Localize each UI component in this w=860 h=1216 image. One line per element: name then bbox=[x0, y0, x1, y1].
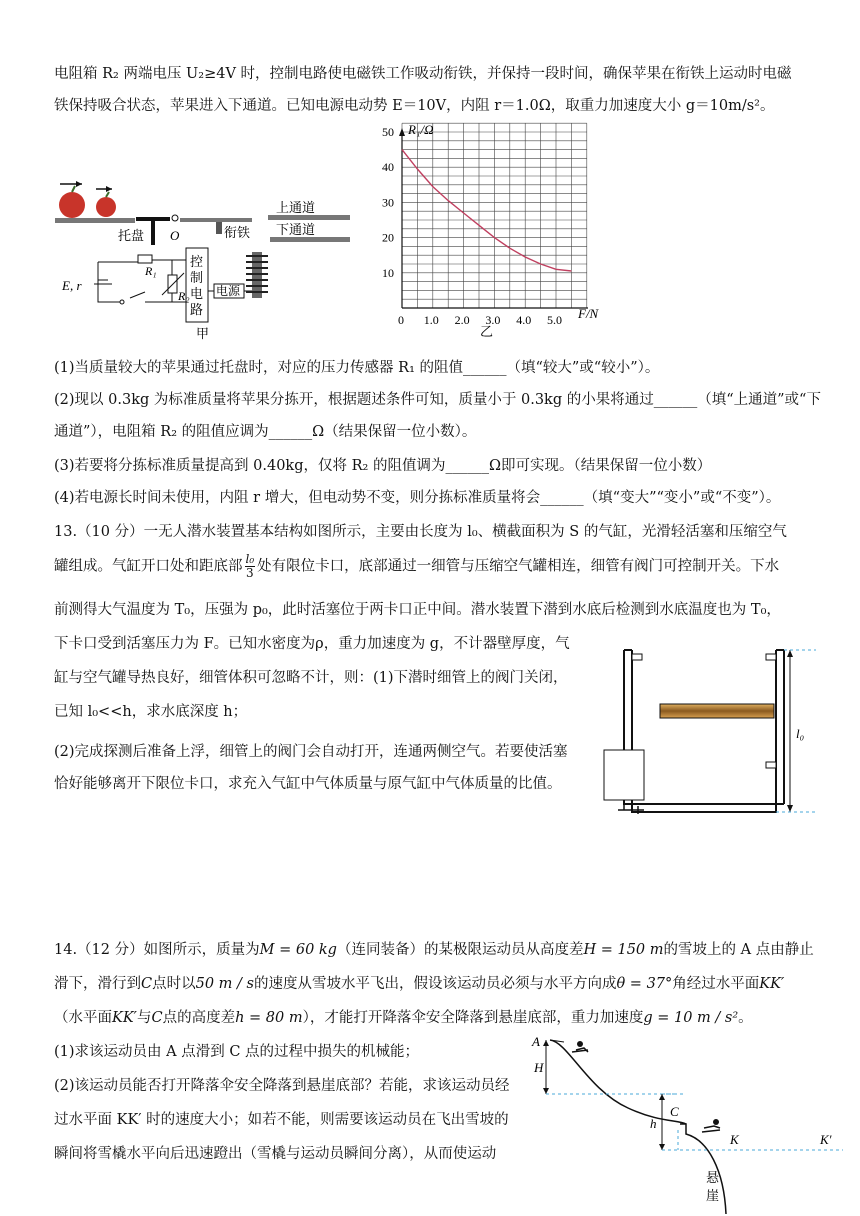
y-tick-label: 30 bbox=[382, 195, 394, 210]
y-axis-label: R₁/Ω bbox=[408, 122, 434, 137]
p14-kk-1: KK′ bbox=[759, 976, 785, 992]
lower-channel-label: 下通道 bbox=[276, 222, 316, 237]
figure-cylinder bbox=[598, 642, 818, 828]
p14-q1: (1)求该运动员由 A 点滑到 C 点的过程中损失的机械能； bbox=[54, 1044, 420, 1060]
fraction-l0-over-3 bbox=[245, 553, 256, 580]
point-k2-label: K′ bbox=[820, 1132, 832, 1147]
upper-channel-label: 上通道 bbox=[276, 200, 316, 215]
p13-line-1: 13.（10 分）一无人潜水装置基本结构如图所示，主要由长度为 l₀、横截面积为 S 的气缸，光滑轻活塞和压缩空气 bbox=[54, 524, 787, 540]
fraction-numerator: l₀ bbox=[245, 552, 255, 566]
y-tick-label: 10 bbox=[382, 265, 394, 280]
p14-l2d: 角经过水平面 bbox=[672, 976, 760, 992]
point-a-label: A bbox=[532, 1034, 540, 1049]
p12-q2-a: (2)现以 0.3kg 为标准质量将苹果分拣开，根据题述条件可知，质量小于 0.3kg 的小果将通过______（填“上通道”或“下 bbox=[54, 392, 821, 408]
p14-point-c: C bbox=[141, 976, 153, 992]
p12-line-2: 铁保持吸合状态，苹果进入下通道。已知电源电动势 E＝10V，内阻 r＝1.0Ω，取重力加速度大小 g＝10m/s²。 bbox=[54, 98, 775, 114]
caption-jia: 甲 bbox=[196, 326, 210, 341]
figure-jia-circuit bbox=[50, 170, 350, 350]
control-char-1: 制 bbox=[190, 270, 204, 285]
p13-line-6: 已知 l₀<<h，求水底深度 h； bbox=[54, 704, 248, 720]
skier-icon-1 bbox=[572, 1041, 588, 1052]
source-label: E, r bbox=[62, 278, 82, 293]
height-H-label: H bbox=[534, 1060, 544, 1075]
p14-q2-b: 过水平面 KK′ 时的速度大小；如若不能，则需要该运动员在飞出雪坡的 bbox=[54, 1112, 509, 1128]
p14-q2-a: (2)该运动员能否打开降落伞安全降落到悬崖底部？若能，求该运动员经 bbox=[54, 1078, 510, 1094]
p14-gravity: g = 10 m / s² bbox=[643, 1010, 739, 1026]
power-label: 电源 bbox=[216, 284, 241, 298]
cliff-char-0: 悬 bbox=[706, 1170, 720, 1185]
point-c-label: C bbox=[670, 1104, 679, 1119]
p14-line-2 bbox=[54, 972, 784, 993]
control-char-3: 路 bbox=[190, 302, 204, 317]
tray-label: 托盘 bbox=[118, 228, 145, 243]
figure-slope-cliff bbox=[528, 1030, 848, 1216]
chart-grid bbox=[402, 123, 587, 308]
piston bbox=[660, 704, 774, 718]
series-line bbox=[402, 150, 571, 271]
cliff-char-1: 崖 bbox=[706, 1188, 720, 1203]
p14-kk-2: KK′ bbox=[112, 1010, 137, 1026]
p14-l1b: （连同装备）的某极限运动员从高度差 bbox=[336, 942, 584, 958]
p14-l3b: 与 bbox=[136, 1010, 152, 1026]
armature-label: 衔铁 bbox=[224, 225, 251, 240]
p14-l2a: 滑下，滑行到 bbox=[54, 976, 141, 992]
cliff-edge bbox=[680, 1124, 726, 1214]
p12-q1: (1)当质量较大的苹果通过托盘时，对应的压力传感器 R₁ 的阻值______（填“较大”或“较小”）。 bbox=[54, 360, 660, 376]
r1-label: R₁ bbox=[145, 264, 157, 278]
p12-line-1: 电阻箱 R₂ 两端电压 U₂≥4V 时，控制电路使电磁铁工作吸动衔铁，并保持一段时间，确保苹果在衔铁上运动时电磁 bbox=[54, 66, 792, 82]
x-tick-label: 0 bbox=[398, 313, 404, 327]
y-tick-label: 50 bbox=[382, 125, 394, 139]
p14-l1a: 14.（12 分）如图所示，质量为 bbox=[54, 942, 260, 958]
control-char-2: 电 bbox=[190, 286, 204, 301]
p14-height-H: H = 150 m bbox=[583, 942, 664, 958]
apple-small bbox=[96, 197, 116, 217]
p13-line-3: 前测得大气温度为 T₀，压强为 p₀，此时活塞位于两卡口正中间。潜水装置下潜到水底后检测到水底温度也为 T₀， bbox=[54, 602, 781, 618]
x-tick-label: 5.0 bbox=[547, 313, 562, 327]
snow-slope bbox=[550, 1040, 686, 1124]
fraction-denominator: 3 bbox=[246, 566, 254, 580]
skier-icon-2 bbox=[702, 1119, 720, 1132]
electromagnet-coil bbox=[246, 252, 268, 298]
p13-line-5: 缸与空气罐导热良好，细管体积可忽略不计，则：(1)下潜时细管上的阀门关闭， bbox=[54, 670, 568, 686]
control-char-0: 控 bbox=[190, 254, 204, 269]
p14-point-c-2: C bbox=[151, 1010, 163, 1026]
p13-line-7: (2)完成探测后准备上浮，细管上的阀门会自动打开，连通两侧空气。若要使活塞 bbox=[54, 744, 568, 760]
p13-line-8: 恰好能够离开下限位卡口，求充入气缸中气体质量与原气缸中气体质量的比值。 bbox=[54, 776, 562, 792]
apple-large bbox=[59, 192, 85, 218]
x-axis-label: F/N bbox=[578, 306, 599, 321]
height-h-label: h bbox=[650, 1116, 657, 1131]
p13-line-4: 下卡口受到活塞压力为 F。已知水密度为ρ，重力加速度为 g，不计器壁厚度，气 bbox=[54, 636, 570, 652]
p13-line-2b: 处有限位卡口，底部通过一细管与压缩空气罐相连，细管有阀门可控制开关。下水 bbox=[257, 558, 780, 575]
p12-q4: (4)若电源长时间未使用，内阻 r 增大，但电动势不变，则分拣标准质量将会______（填“变大”“变小”或“不变”）。 bbox=[54, 490, 781, 506]
pivot-label: O bbox=[170, 228, 180, 243]
p14-l1c: 的雪坡上的 A 点由静止 bbox=[663, 942, 814, 958]
p14-l3a: （水平面 bbox=[54, 1010, 112, 1026]
p14-speed: 50 m / s bbox=[195, 976, 254, 992]
p14-l3d: ），才能打开降落伞安全降落到悬崖底部，重力加速度 bbox=[302, 1010, 644, 1026]
x-tick-label: 3.0 bbox=[485, 313, 501, 327]
caption-yi: 乙 bbox=[480, 324, 494, 339]
p14-q2-c: 瞬间将雪橇水平向后迅速蹬出（雪橇与运动员瞬间分离），从而使运动 bbox=[54, 1146, 497, 1162]
p14-l3c: 点的高度差 bbox=[162, 1010, 236, 1026]
point-k-label: K bbox=[730, 1132, 739, 1147]
p14-theta: θ = 37° bbox=[616, 976, 673, 992]
p14-l2b: 点时以 bbox=[152, 976, 196, 992]
y-tick-label: 40 bbox=[382, 160, 394, 175]
p14-l3e: 。 bbox=[738, 1010, 753, 1026]
y-tick-label: 20 bbox=[382, 230, 394, 245]
x-tick-label: 2.0 bbox=[454, 313, 470, 327]
air-tank bbox=[604, 750, 644, 800]
figure-yi-chart bbox=[370, 118, 610, 340]
p12-q3: (3)若要将分拣标准质量提高到 0.40kg，仅将 R₂ 的阻值调为______Ω即可实现。（结果保留一位小数） bbox=[54, 458, 712, 474]
p14-height-h: h = 80 m bbox=[235, 1010, 303, 1026]
r2-label: R₂ bbox=[178, 289, 190, 303]
l0-label: l₀ bbox=[796, 726, 805, 741]
p13-line-2 bbox=[54, 553, 779, 580]
x-tick-label: 1.0 bbox=[423, 313, 439, 327]
y-tick-labels bbox=[382, 125, 394, 280]
p13-line-2a: 罐组成。气缸开口处和距底部 bbox=[54, 558, 243, 575]
x-tick-label: 4.0 bbox=[516, 313, 532, 327]
p14-l2c: 的速度从雪坡水平飞出，假设该运动员必须与水平方向成 bbox=[253, 976, 617, 992]
p14-line-3 bbox=[54, 1006, 753, 1027]
chart-axes bbox=[399, 128, 588, 308]
p14-line-1 bbox=[54, 938, 814, 959]
p12-q2-b: 通道”），电阻箱 R₂ 的阻值应调为______Ω（结果保留一位小数）。 bbox=[54, 424, 477, 440]
p14-mass: M = 60 kg bbox=[259, 942, 337, 958]
